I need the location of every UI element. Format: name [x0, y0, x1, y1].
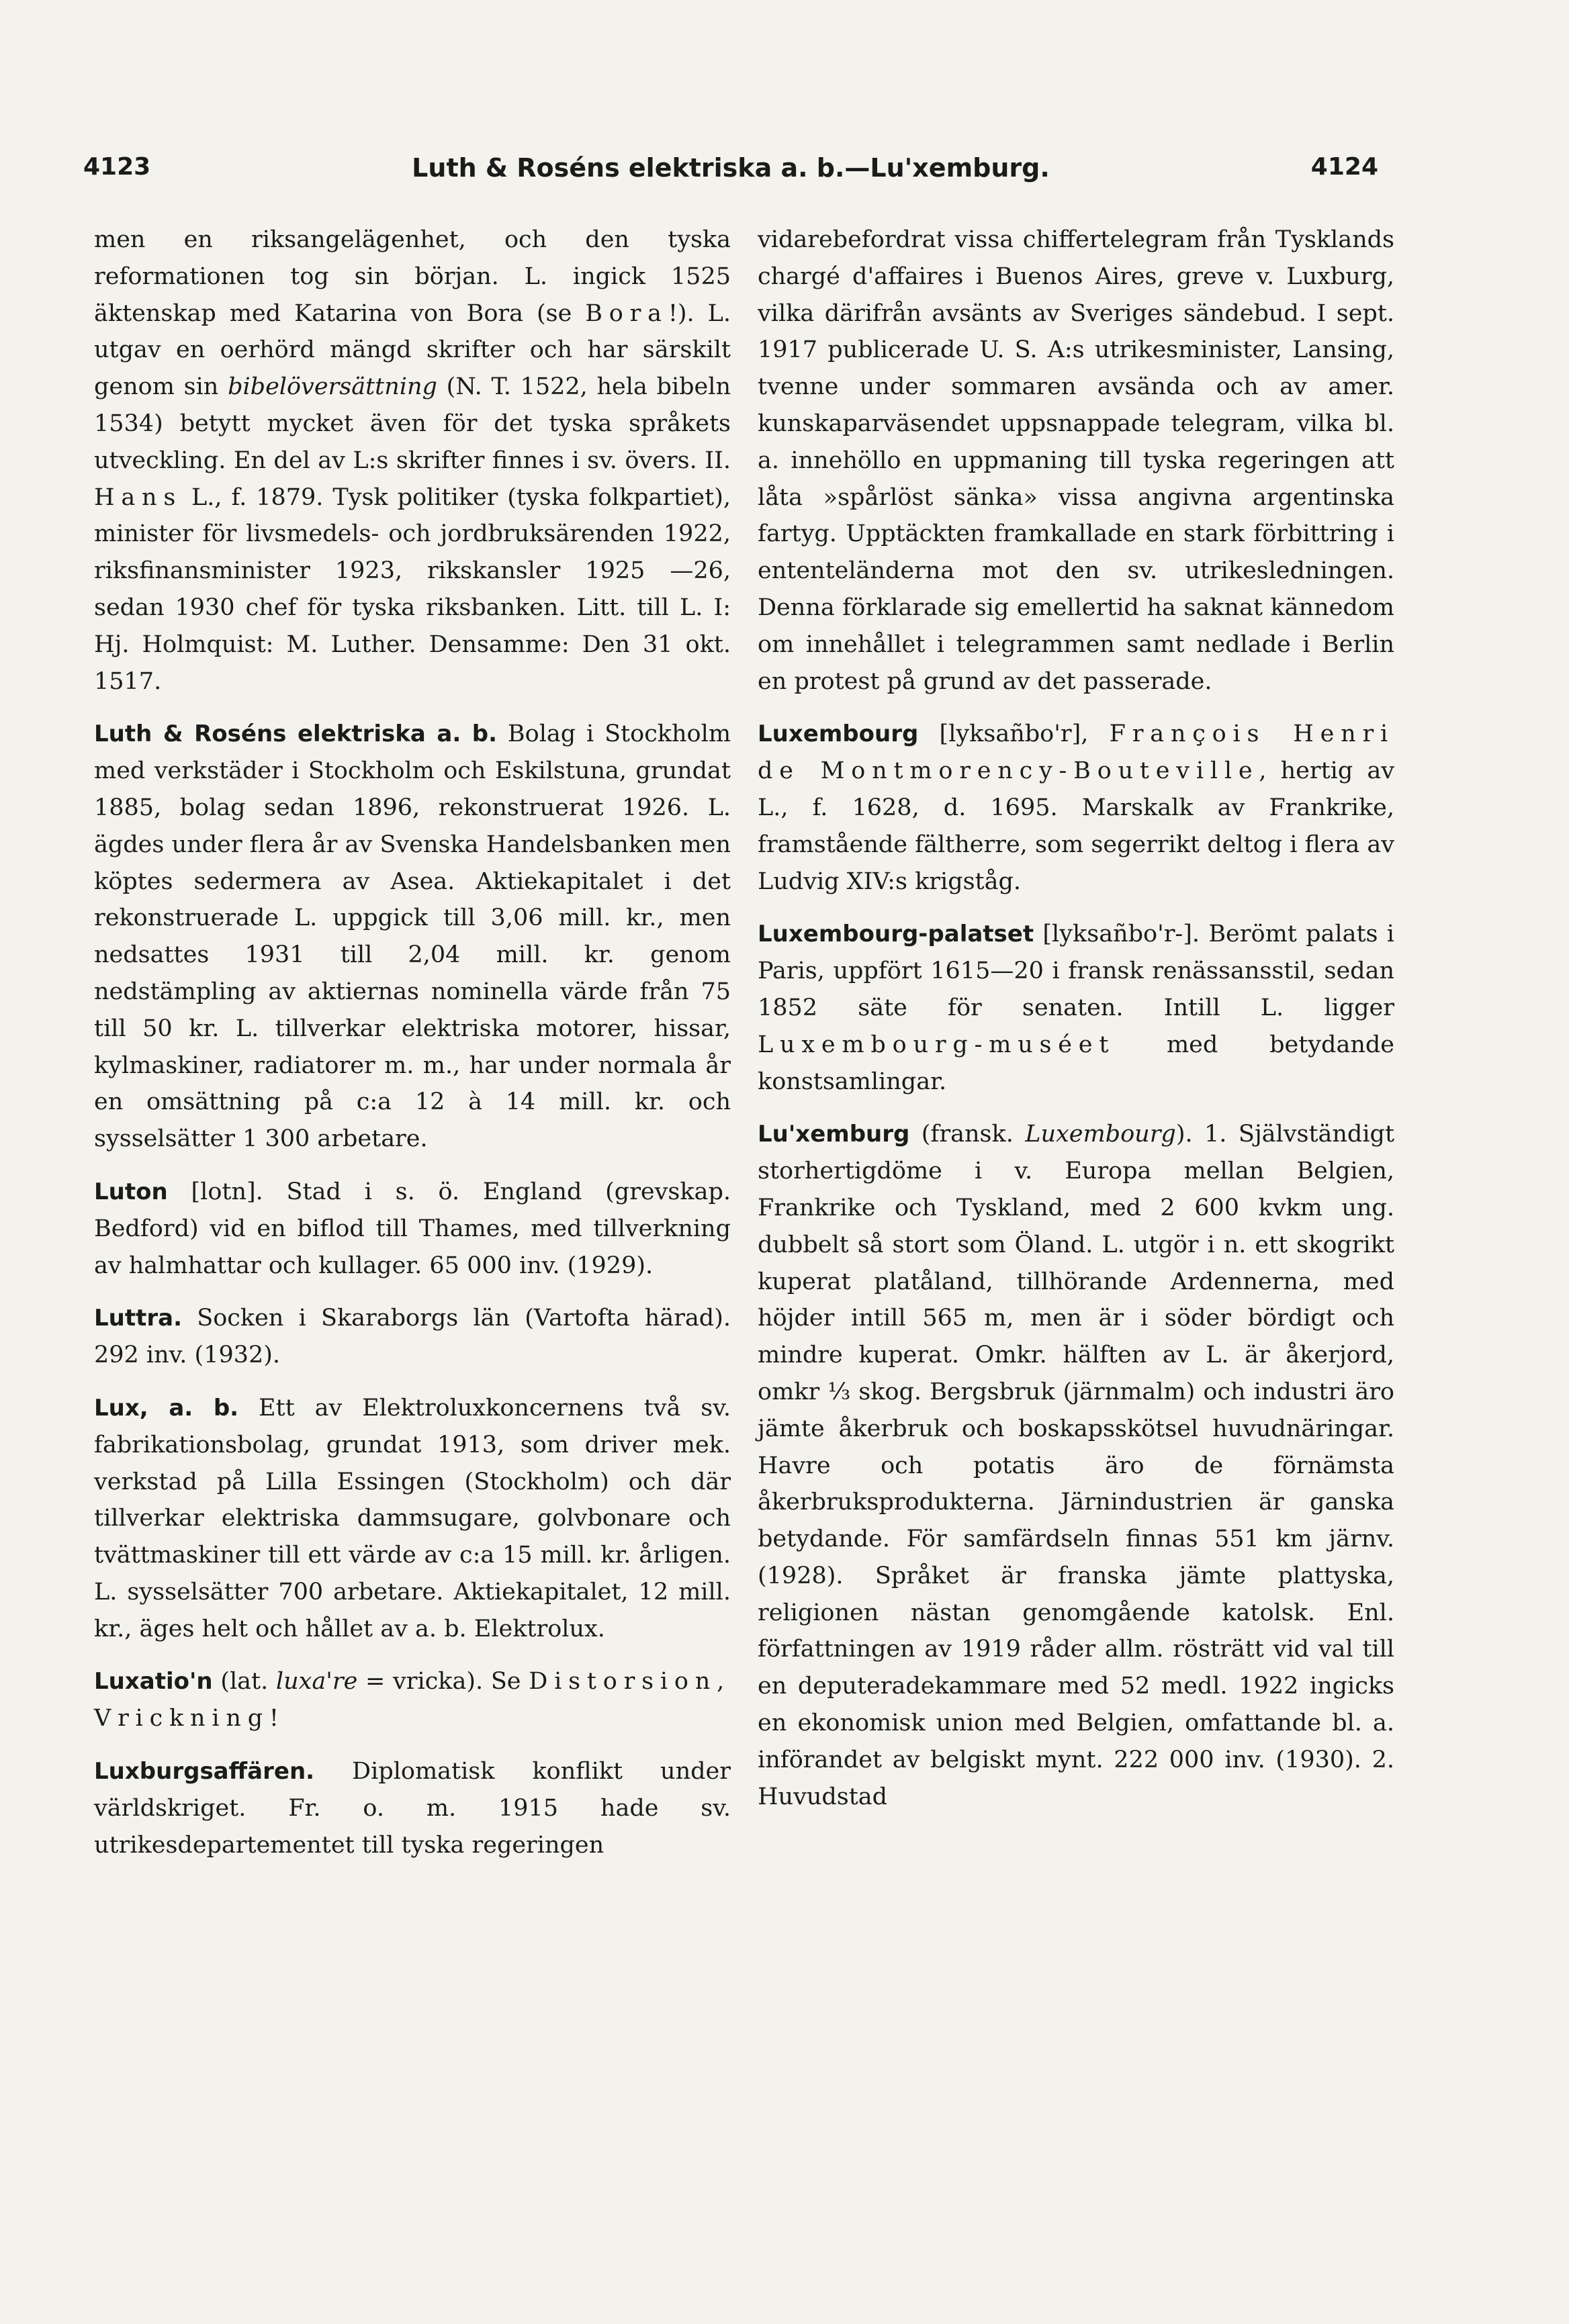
entry-text: Diplomatisk konflikt under världskriget. Fr. o. m. 1915 hade sv. utrikesdepartementet till tyska regeringen	[94, 1758, 731, 1859]
entry-text: Socken i Skaraborgs län (Vartofta härad). 292 inv. (1932).	[94, 1305, 731, 1369]
spaced-name: François Henri de Montmorency-Bouteville	[758, 721, 1395, 785]
cross-reference: Bora	[585, 299, 668, 327]
entry-text: ). 1. Självständigt storhertigdöme i v. Europa mellan Belgien, Frankrike och Tyskland, med 2 600 kvkm ung. dubbelt så stort som Öland. L. utgör i n. ett skogrikt kuperat platåland, tillhörande Ardennerna, med höjder intill 565 m, men är i söder bördigt och mindre kuperat. Omkr. hälften av L. är åkerjord, omkr ⅓ skog. Bergsbruk (järnmalm) och industri äro jämte åkerbruk och boskapsskötsel huvudnäringar. Havre och potatis äro de förnämsta åkerbruksprodukterna. Järnindustrien är ganska betydande. För samfärdseln finnas 551 km järnv. (1928). Språket är franska jämte plattyska, religionen nästan genomgående katolsk. Enl. författningen av 1919 råder allm. rösträtt vid val till en deputeradekammare med 52 medl. 1922 ingicks en ekonomisk union med Belgien, omfattande bl. a. införandet av belgiskt mynt. 222 000 inv. (1930). 2. Huvudstad	[758, 1121, 1395, 1810]
running-head: Luth & Roséns elektriska a. b.—Lu'xemburg.	[412, 153, 1050, 183]
entry-headword: Luxburgsaffären.	[94, 1758, 315, 1785]
entry-luxembourg-palatset	[758, 916, 1394, 1100]
left-column	[94, 222, 731, 1879]
entry-luttra	[94, 1300, 731, 1374]
entry-text: Bolag i Stockholm med verkstäder i Stockholm och Eskilstuna, grundat 1885, bolag sedan 1896, rekonstruerat 1926. L. ägdes under flera år av Svenska Handelsbanken men köptes sedermera av Asea. Aktiekapitalet i det rekonstruerade L. uppgick till 3,06 mill. kr., men nedsattes 1931 till 2,04 mill. kr. genom nedstämpling av aktiernas nominella värde från 75 till 50 kr. L. tillverkar elektriska motorer, hissar, kylmaskiner, radiatorer m. m., har under normala år en omsättning på c:a 12 à 14 mill. kr. och sysselsätter 1 300 arbetare.	[94, 721, 731, 1153]
entry-text: [lyksañbo'r-]. Berömt palats i Paris, uppfört 1615—20 i fransk renässansstil, sedan 1852 säte för senaten. Intill L. ligger	[758, 921, 1394, 1021]
entry-headword: Luxembourg	[758, 721, 919, 748]
entry-text: med betydande konstsamlingar.	[758, 1031, 1394, 1095]
entry-text: Ett av Elektroluxkoncernens två sv. fabrikationsbolag, grundat 1913, som driver mek. verkstad på Lilla Essingen (Stockholm) och där tillverkar elektriska dammsugare, golvbonare och tvättmaskiner till ett värde av c:a 15 mill. kr. årligen. L. sysselsätter 700 arbetare. Aktiekapitalet, 12 mill. kr., äges helt och hållet av a. b. Elektrolux.	[94, 1394, 731, 1642]
entry-text: !	[269, 1705, 279, 1732]
italic-term: Luxembourg	[1025, 1121, 1176, 1148]
entry-text: (fransk.	[909, 1121, 1026, 1148]
entry-text: , hertig av L., f. 1628, d. 1695. Marskalk av Frankrike, framstående fältherre, som segerrikt deltog i flera av Ludvig XIV:s krigståg.	[758, 757, 1394, 895]
entry-headword: Luxembourg-palatset	[758, 921, 1034, 948]
entry-text: = vricka). Se	[357, 1668, 529, 1695]
entry-lux	[94, 1390, 731, 1648]
entry-text: [lotn]. Stad i s. ö. England (grevskap. Bedford) vid en biflod till Thames, med tillverkning av halmhattar och kullager. 65 000 inv. (1929).	[94, 1178, 731, 1279]
entry-headword: Luton	[94, 1178, 168, 1205]
entry-text: men en riksangelägenhet, och den tyska reformationen tog sin början. L. ingick 1525 äktenskap med Katarina von Bora (se	[94, 226, 731, 327]
entry-text: (lat.	[212, 1668, 276, 1695]
entry-luton	[94, 1174, 731, 1284]
entry-headword: Lux, a. b.	[94, 1394, 239, 1422]
spaced-name: Hans	[94, 483, 183, 511]
page-header	[83, 153, 1378, 193]
page-number-right: 4124	[1310, 153, 1378, 181]
entry-luxburgsaffaren	[94, 1753, 731, 1863]
page-number-left: 4123	[83, 153, 151, 181]
entry-text: [lyksañbo'r],	[918, 721, 1110, 748]
cross-reference: Luxembourg-muséet	[758, 1031, 1116, 1058]
right-column	[758, 222, 1394, 1831]
entry-headword: Luxatio'n	[94, 1668, 213, 1695]
entry-text: L., f. 1879. Tysk politiker (tyska folkpartiet), minister för livsmedels- och jordbruksärenden 1922, riksfinansminister 1923, rikskansler 1925 —26, sedan 1930 chef för tyska riksbanken. Litt. till L. I: Hj. Holmquist: M. Luther. Densamme: Den 31 okt. 1517.	[94, 483, 731, 695]
entry-luxation	[94, 1663, 731, 1737]
entry-luxembourg-person	[758, 716, 1394, 900]
entry-luxemburg	[758, 1116, 1394, 1815]
entry-headword: Luttra.	[94, 1305, 183, 1332]
cross-reference: Distorsion, Vrickning	[94, 1668, 731, 1732]
entry-text: !). L. utgav en oerhörd mängd skrifter och har särskilt genom sin	[94, 299, 731, 401]
entry-luxburgsaffaren-continued	[758, 222, 1394, 700]
entry-luth-rosens	[94, 716, 731, 1158]
entry-luther-continued	[94, 222, 731, 700]
entry-text: vidarebefordrat vissa chiffertelegram från Tysklands chargé d'affaires i Buenos Aires, greve v. Luxburg, vilka därifrån avsänts av Sveriges sändebud. I sept. 1917 publicerade U. S. A:s utrikesminister, Lansing, tvenne under sommaren avsända och av amer. kunskaparväsendet uppsnappade telegram, vilka bl. a. innehöllo en uppmaning till tyska regeringen att låta »spårlöst sänka» vissa angivna argentinska fartyg. Upptäckten framkallade en stark förbittring i ententeländerna mot den sv. utrikesledningen. Denna förklarade sig emellertid ha saknat kännedom om innehållet i telegrammen samt nedlade i Berlin en protest på grund av det passerade.	[758, 226, 1394, 695]
entry-headword: Luth & Roséns elektriska a. b.	[94, 721, 498, 748]
entry-text: (N. T. 1522, hela bibeln 1534) betytt mycket även för det tyska språkets utveckling. En del av L:s skrifter finnes i sv. övers. II.	[94, 373, 731, 474]
italic-term: luxa're	[275, 1668, 358, 1695]
entry-headword: Lu'xemburg	[758, 1121, 910, 1148]
italic-term: bibelöversättning	[228, 373, 437, 401]
